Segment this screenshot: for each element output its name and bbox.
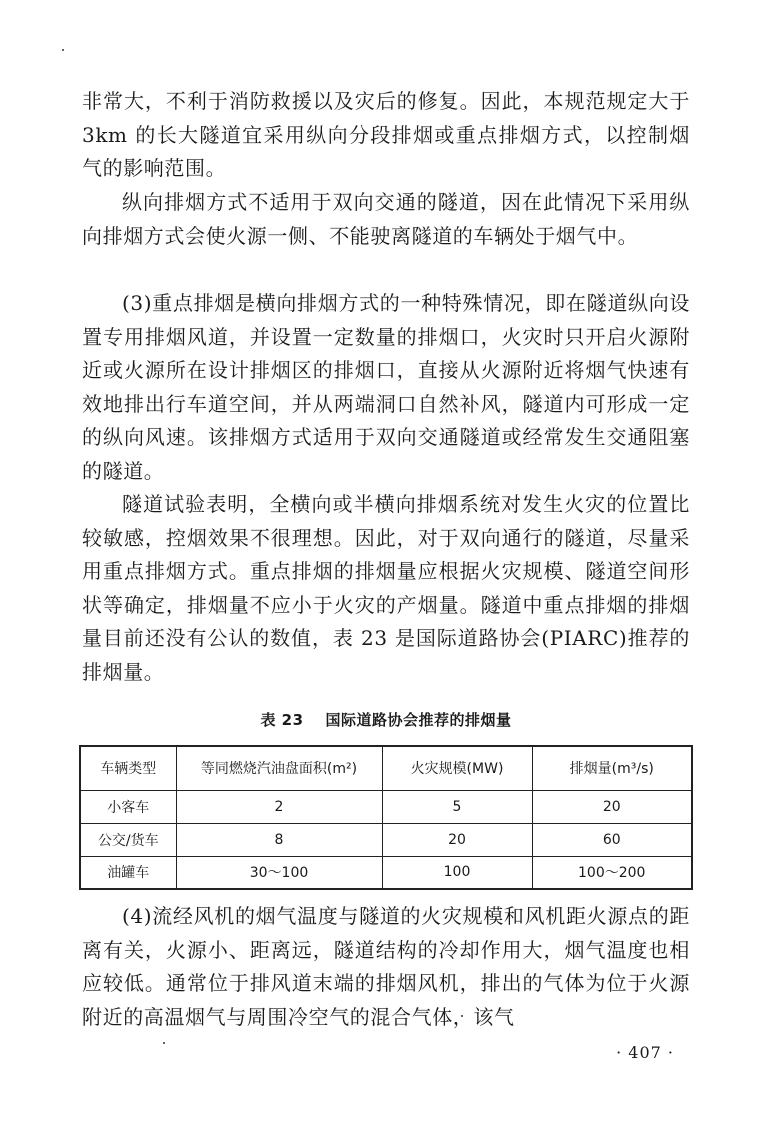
paragraph-key-point-exhaust: (3)重点排烟是横向排烟方式的一种特殊情况，即在隧道纵向设置专用排烟风道，并设置一定数量的排烟口，火灾时只开启火源附近或火源所在设计排烟区的排烟口，直接从火源附近将烟气快速有效地排出行车道空间，并从两端洞口自然补风，隧道内可形成一定的纵向风速。该排烟方式适用于双向交通隧道或经常发生交通阻塞的隧道。 — [82, 291, 690, 483]
table-caption-title: 国际道路协会推荐的排烟量 — [325, 711, 512, 729]
cell-smoke: 20 — [532, 790, 692, 823]
cell-area: 8 — [176, 823, 382, 856]
cell-area: 30～100 — [176, 856, 382, 889]
header-equivalent-area: 等同燃烧汽油盘面积(m²) — [176, 746, 382, 790]
cell-smoke: 100～200 — [532, 856, 692, 889]
paragraph-bidirectional-note: 纵向排烟方式不适用于双向交通的隧道，因在此情况下采用纵向排烟方式会使火源一侧、不能驶离隧道的车辆处于烟气中。 — [82, 190, 690, 248]
cell-fire: 100 — [382, 856, 532, 889]
table-header-row — [80, 746, 692, 790]
paragraph-test-results: 隧道试验表明，全横向或半横向排烟系统对发生火灾的位置比较敏感，控烟效果不很理想。因此，对于双向通行的隧道，尽量采用重点排烟方式。重点排烟的排烟量应根据火灾规模、隧道空间形状等确定，排烟量不应小于火灾的产烟量。隧道中重点排烟的排烟量目前还没有公认的数值，表 23 是国际道路协会(PIARC)推荐的排烟量。 — [82, 492, 690, 684]
header-vehicle-type: 车辆类型 — [80, 746, 176, 790]
table-row — [80, 856, 692, 889]
paragraph-fan-temperature: (4)流经风机的烟气温度与隧道的火灾规模和风机距火源点的距离有关，火源小、距离远，隧道结构的冷却作用大，烟气温度也相应较低。通常位于排风道末端的排烟风机，排出的气体为位于火源附近的高温烟气与周围冷空气的混合气体，该气 — [82, 904, 690, 1029]
cell-vehicle: 油罐车 — [80, 856, 176, 889]
table-caption — [82, 709, 690, 730]
header-exhaust-rate: 排烟量(m³/s) — [532, 746, 692, 790]
page-number: · 407 · — [616, 1043, 674, 1062]
cell-fire: 20 — [382, 823, 532, 856]
cell-area: 2 — [176, 790, 382, 823]
cell-smoke: 60 — [532, 823, 692, 856]
paragraph-continued: 非常大，不利于消防救援以及灾后的修复。因此，本规范规定大于 3km 的长大隧道宜采用纵向分段排烟或重点排烟方式，以控制烟气的影响范围。 — [82, 89, 690, 180]
table-row — [80, 823, 692, 856]
cell-vehicle: 公交/货车 — [80, 823, 176, 856]
smoke-exhaust-table — [79, 745, 693, 890]
scan-speck — [62, 49, 64, 51]
scan-speck — [163, 1042, 165, 1044]
header-fire-size: 火灾规模(MW) — [382, 746, 532, 790]
table-row — [80, 790, 692, 823]
cell-fire: 5 — [382, 790, 532, 823]
cell-vehicle: 小客车 — [80, 790, 176, 823]
table-caption-number: 表 23 — [260, 711, 304, 729]
